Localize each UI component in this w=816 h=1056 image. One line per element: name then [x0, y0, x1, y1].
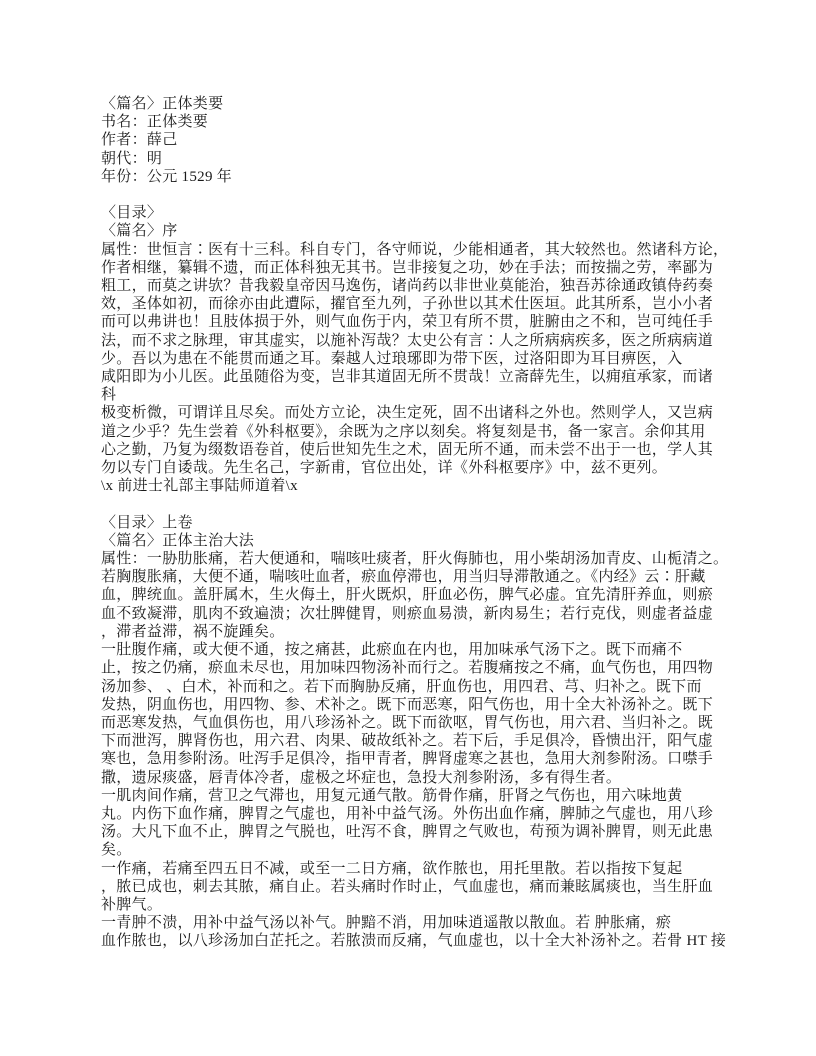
text-line: 下而泄泻，脾肾伤也，用六君、肉果、破故纸补之。若下后，手足俱冷，昏愦出汗，阳气虚	[101, 733, 714, 750]
text-line: 咸阳即为小儿医。此虽随俗为变，岂非其道固无所不贯哉！立斋薛先生，以痈疽承家，而诸	[101, 369, 714, 386]
text-line: 少。吾以为患在不能贯而通之耳。秦越人过琅琊即为带下医，过洛阳即为耳目痹医，入	[101, 350, 683, 367]
text-line: 而可以弗讲也！且肢体损于外，则气血伤于内，荣卫有所不贯，脏腑由之不和，岂可纯任手	[101, 314, 714, 331]
text-line: 若胸腹胀痛，大便不通，喘咳吐血者，瘀血停滞也，用当归导滞散通之。《内经》云∶肝藏	[101, 569, 706, 586]
text-line: 极变析微，可谓详且尽矣。而处方立论，决生定死，固不出诸科之外也。然则学人，又岂病	[101, 405, 714, 422]
text-line: 勿以专门自诿哉。先生名己，字新甫，官位出处，详《外科枢要序》中，兹不更列。	[101, 460, 668, 477]
text-line: 朝代：明	[101, 150, 163, 167]
text-line: 科	[101, 387, 117, 404]
text-line: 属性：世恒言∶医有十三科。科自专门，各守师说，少能相通者，其大较然也。然诸科方论，	[101, 241, 729, 258]
text-line: \x 前进士礼部主事陆师道着\x	[101, 478, 298, 495]
text-line: ，滞者益滞，祸不旋踵矣。	[101, 623, 285, 640]
text-line: 寒也，急用参附汤。吐泻手足俱冷，指甲青者，脾肾虚寒之甚也，急用大剂参附汤。口噤手	[101, 751, 714, 768]
text-line: 作者相继，纂辑不遗，而正体科独无其书。岂非接复之功，妙在手法；而按揣之劳，率鄙为	[101, 259, 714, 276]
text-line: 一肌肉间作痛，营卫之气滞也，用复元通气散。筋骨作痛，肝肾之气伤也，用六味地黄	[101, 787, 683, 804]
text-line: 丸。内伤下血作痛，脾胃之气虚也，用补中益气汤。外伤出血作痛，脾肺之气虚也，用八珍	[101, 805, 714, 822]
text-line: 汤加参、 、白术，补而和之。若下而胸胁反痛，肝血伤也，用四君、芎、归补之。既下而	[101, 678, 702, 695]
text-line: 血作脓也，以八珍汤加白芷托之。若脓溃而反痛，气血虚也，以十全大补汤补之。若骨 HT 接	[101, 933, 727, 950]
text-line: 血，脾统血。盖肝属木，生火侮土，肝火既炽，肝血必伤，脾气必虚。宜先清肝养血，则瘀	[101, 587, 714, 604]
text-line: 汤。大凡下血不止，脾胃之气脱也，吐泻不食，脾胃之气败也，苟预为调补脾胃，则无此患	[101, 824, 714, 841]
text-line: 书名：正体类要	[101, 114, 209, 131]
text-line: 而恶寒发热，气血俱伤也，用八珍汤补之。既下而欲呕，胃气伤也，用六君、当归补之。既	[101, 714, 714, 731]
text-line: 血不致凝滞，肌肉不致遍溃；次壮脾健胃，则瘀血易溃，新肉易生；若行克伐，则虚者益虚	[101, 605, 714, 622]
text-line: 〈篇名〉序	[101, 223, 178, 240]
text-line: 〈篇名〉正体主治大法	[101, 532, 255, 549]
text-line: 年份：公元 1529 年	[101, 168, 233, 185]
text-line: 效，圣体如初，而徐亦由此遭际，擢官至九列，子孙世以其术仕医垣。此其所系，岂小小者	[101, 296, 714, 313]
text-line: 矣。	[101, 842, 132, 859]
text-line	[101, 495, 741, 513]
text-line: 〈目录〉	[101, 205, 163, 222]
text-line: 补脾气。	[101, 896, 163, 913]
text-line: 作者：薛己	[101, 132, 178, 149]
text-line: 止，按之仍痛，瘀血未尽也，用加味四物汤补而行之。若腹痛按之不痛，血气伤也，用四物	[101, 660, 714, 677]
text-line: 道之少乎？先生尝着《外科枢要》，余既为之序以刻矣。将复刻是书，备一家言。余仰其用	[101, 423, 706, 440]
text-line: 心之勤，乃复为缀数语卷首，使后世知先生之术，固无所不通，而未尝不出于一也，学人其	[101, 441, 714, 458]
text-line: 发热，阴血伤也，用四物、参、术补之。既下而恶寒，阳气伤也，用十全大补汤补之。既下	[101, 696, 714, 713]
text-line: 一作痛，若痛至四五日不减，或至一二日方痛，欲作脓也，用托里散。若以指按下复起	[101, 860, 683, 877]
text-line: 一青肿不溃，用补中益气汤以补气。肿黯不消，用加味逍遥散以散血。若 肿胀痛，瘀	[101, 915, 672, 932]
text-line: 法，而不求之脉理，审其虚实，以施补泻哉？太史公有言∶人之所病病疾多，医之所病病道	[101, 332, 714, 349]
text-line: 一肚腹作痛，或大便不通，按之痛甚，此瘀血在内也，用加味承气汤下之。既下而痛不	[101, 642, 683, 659]
text-line: 粗工，而莫之讲欤？昔我毅皇帝因马逸伤，诸尚药以非世业莫能治，独吾苏徐通政镇侍药奏	[101, 278, 714, 295]
text-line: 属性：一胁肋胀痛，若大便通和，喘咳吐痰者，肝火侮肺也，用小柴胡汤加青皮、山栀清之。	[101, 551, 729, 568]
text-line: 〈篇名〉正体类要	[101, 96, 224, 112]
text-line: ，脓已成也，刺去其脓，痛自止。若头痛时作时止，气血虚也，痛而兼眩属痰也，当生肝血	[101, 878, 714, 895]
text-line: 撒，遗尿痰盛，唇青体冷者，虚极之坏症也，急投大剂参附汤，多有得生者。	[101, 769, 622, 786]
text-line	[101, 186, 741, 204]
text-line: 〈目录〉上卷	[101, 514, 193, 531]
document-text	[101, 95, 741, 951]
